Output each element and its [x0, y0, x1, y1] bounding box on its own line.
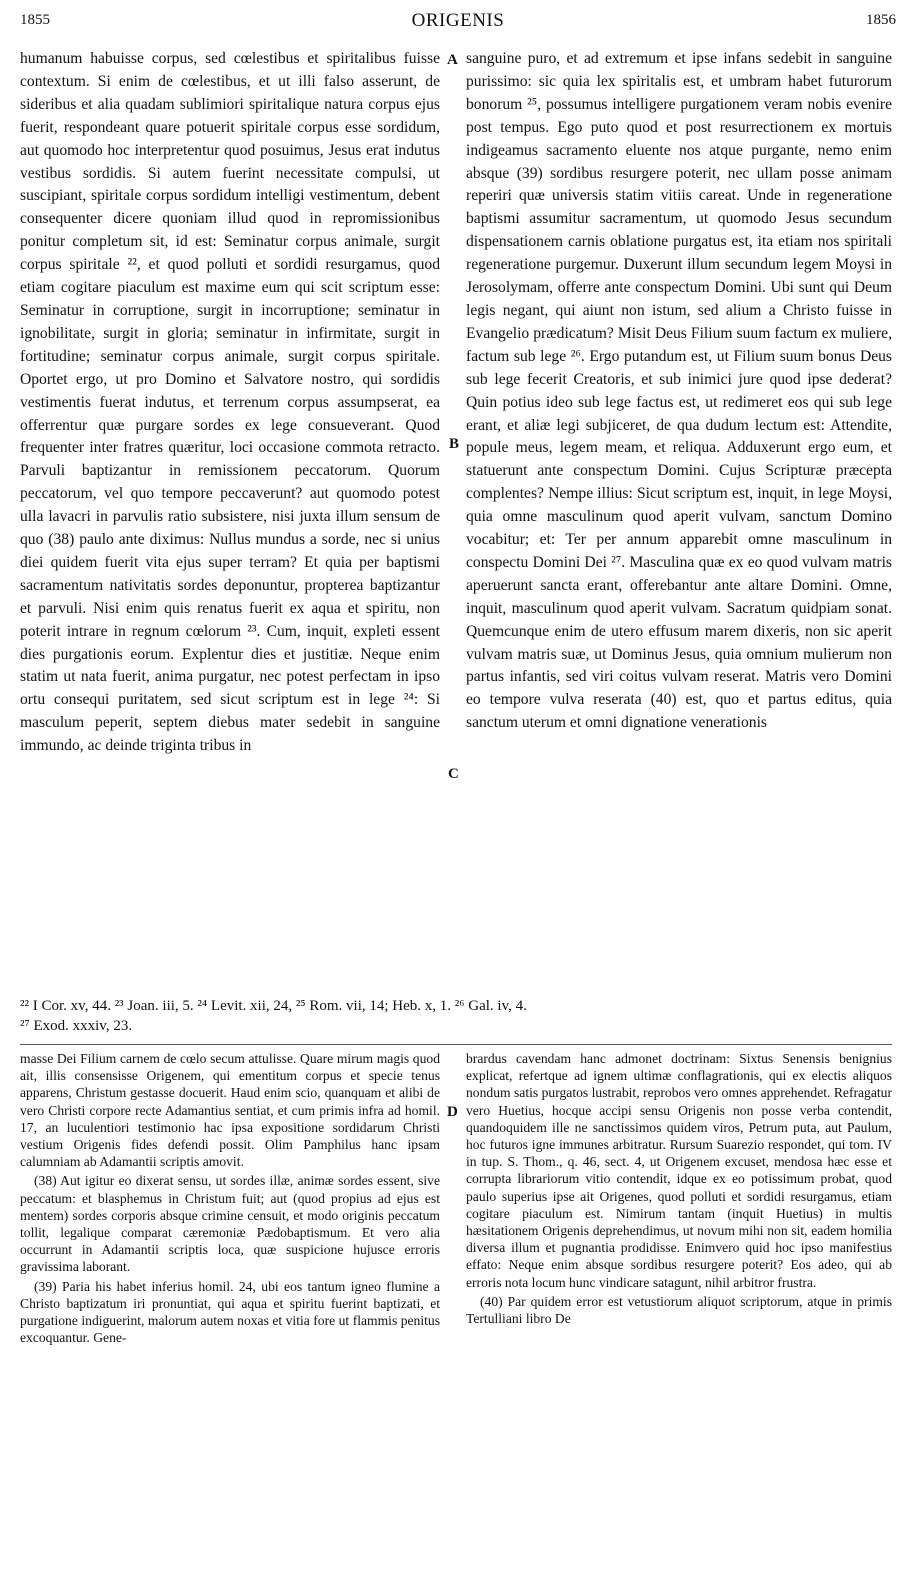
margin-marker-b: B [449, 436, 460, 452]
footnote-line-1: ²² I Cor. xv, 44. ²³ Joan. iii, 5. ²⁴ Levit. xii, 24, ²⁵ Rom. vii, 14; Heb. x, 1. ²⁶ Gal. iv, 4. [20, 998, 527, 1014]
main-text-left-column [20, 48, 440, 988]
note-paragraph: (39) Paria his habet inferius homil. 24, ubi eos tantum igneo flumine a Christo baptizatum iri pronuntiat, qui aqua et spiritu fuerint baptizati, et purgatione indiguerint, malorum autem noxas et vitia fore ut flammis penitus excoquantur. Gene- [20, 1278, 440, 1346]
notes-left-column [20, 1050, 440, 1562]
footnote-divider [20, 1044, 892, 1045]
main-text-right: sanguine puro, et ad extremum et ipse infans sedebit in sanguine purissimo: sic quia lex spiritalis est, et umbram habet futurorum bonorum ²⁵, possumus intelligere purgationem veram nobis evenire post tempus. Ego puto quod et post resurrectionem ex mortuis indigeamus sacramento eluente nos atque purgante, nemo enim absque (39) sordibus resurgere poterit, nec ullam posse animam reperiri quæ universis statim vitiis careat. Unde in regeneratione baptismi assumitur sacramentum, ut quomodo Jesus secundum dispensationem carnis oblatione purgatus est, ita etiam nos spiritali regeneratione purgemur. Duxerunt illum secundum legem Moysi in Jerosolymam, offerre ante conspectum Domini. Ubi sunt qui Deum legis negant, qui aiunt non istum, sed alium a Christo fuisse in Evangelio prædicatum? Misit Deus Filium suum factum ex muliere, factum sub lege ²⁶. Ergo putandum est, ut Filium suum bonus Deus sub lege fecerit Creatoris, et sub inimici jure quod ipse dederat? Quin potius ideo sub lege factus est, ut redimeret eos qui sub lege erant, et aliæ legi subjiceret, de qua dudum lectum est: Attendite, popule meus, legem meam, et reliqua. Adduxerunt ergo eum, et statuerunt ante conspectum Domini. Cujus Scripturæ præcepta complentes? Nempe illius: Sicut scriptum est, inquit, in lege Moysi, quia omne masculinum quod aperit vulvam, sanctum Domino vocabitur; et: Ter per annum apparebit omne masculinum in conspectu Domini Dei ²⁷. Masculina quæ ex eo quod vulvam matris aperuerunt sancta erant, offerebantur ante altare Domini. Omne, inquit, masculinum quod aperit vulvam. Sacratum quidpiam sonat. Quemcunque enim de utero effusum marem dixeris, non sic aperit vulvam matris suæ, ut Dominus Jesus, quia omnium mulierum non partus infantis, sed viri coitus vulvam reserat. Matris vero Domini eo tempore vulva reserata (40) est, quo et partus editus, quia sanctum uterum et omni dignatione venerationis [466, 50, 892, 732]
running-title: ORIGENIS [411, 10, 505, 31]
page-header [20, 10, 896, 36]
scripture-footnotes [20, 996, 892, 1036]
note-paragraph: (40) Par quidem error est vetustiorum aliquot scriptorum, atque in primis Tertulliani libro De [466, 1293, 892, 1327]
margin-marker-a: A [447, 52, 458, 68]
column-number-right: 1856 [866, 12, 896, 28]
note-paragraph: brardus cavendam hanc admonet doctrinam: Sixtus Senensis benignius explicat, refertque ad ignem ultimæ conflagrationis, qui ex electis aliquos nondum satis purgatos lustrabit, reprobos vero omnes apprehendet. Refragatur vero Huetius, hocque accipi sensu Origenis non posse verba contendit, quandoquidem ille ne sanctissimos quidem viros, Petrum puta, aut Paulum, hoc futuros igne immunes arbitratur. Rursum Suarezio respondet, qui tom. IV in tup. S. Thom., q. 46, sect. 4, ut Origenem excuset, mendosa hæc esse et corrupta librariorum vitio contendit, idque ex eo potissimum probat, quod paulo superius ipse ait Origenes, quod polluti et sordidi resurgamus, etiam cogitare piaculum est. Nimirum tantam (inquit Huetius) in multis hæsitationem Origenis deprehendimus, ut novum mihi non sit, eadem homilia diversa illum et pugnantia prodidisse. Enimvero quid hoc ipso manifestius effato: Neque enim absque sordibus resurgere poterit? Eos adeo, qui ab erroris nota locum hunc vindicare satagunt, nihil arbitror frustra. [466, 1051, 892, 1290]
margin-marker-c: C [448, 766, 459, 782]
main-text-right-column [466, 48, 892, 988]
column-number-left: 1855 [20, 12, 50, 28]
margin-marker-d: D [447, 1104, 458, 1120]
note-paragraph: masse Dei Filium carnem de cœlo secum attulisse. Quare mirum magis quod ait, illis consensisse Origenem, qui ementitum corpus et specie tenus apparens, Christum gestasse docuerit. Haud enim scio, quanquam et alibi de vero Christi corpore recte Adamantius sentiat, et cum primis infra ad homil. 17, an luculentiori testimonio hac ipsa expositione sordidarum Christi vestium Origenis fides defendi possit. Olim Pamphilus hanc ipsam calumniam ab Adamantii scriptis amovit. [20, 1051, 440, 1170]
main-text-left: humanum habuisse corpus, sed cœlestibus et spiritalibus fuisse contextum. Si enim de cœlestibus, et ut illi falso asserunt, de sideribus et alia quadam sublimiori spiritalique natura corpus ejus fuerit, respondeant quare potuerit spiritale corpus esse sordidum, aut quomodo hoc interpretentur quod posuimus, Jesus erat indutus vestibus sordidis. Si autem fuerint necessitate compulsi, ut suscipiant, spiritale corpus sordidum intelligi vestimentum, debent consequenter dicere quoniam illud quod in repromissionibus ponitur completum sit, id est: Seminatur corpus animale, surgit corpus spiritale ²², et quod polluti et sordidi resurgamus, quod etiam cogitare piaculum est maxime eum qui scit scriptum esse: Seminatur in corruptione, surgit in incorruptione; seminatur in ignobilitate, surgit in gloria; seminatur in infirmitate, surgit in fortitudine; seminatur corpus animale, surgit corpus spiritale. Oportet ergo, ut pro Domino et Salvatore nostro, qui sordidis vestimentis fuerat indutus, et terrenum corpus assumpserat, ea offerrentur quæ purgare sordes ex lege consueverant. Quod frequenter inter fratres quæritur, loci occasione commota retracto. Parvuli baptizantur in remissionem peccatorum. Quorum peccatorum, vel quo tempore peccaverunt? aut quomodo potest ulla lavacri in parvulis ratio subsistere, nisi juxta illum sensum de quo (38) paulo ante diximus: Nullus mundus a sorde, nec si unius diei quidem fuerit vita ejus super terram? Et quia per baptismi sacramentum nativitatis sordes deponuntur, propterea baptizantur et parvuli. Nisi enim quis renatus fuerit ex aqua et spiritu, non poterit intrare in regnum cœlorum ²³. Cum, inquit, expleti essent dies purgationis eorum. Explentur dies et justitiæ. Neque enim statim ut nata fuerit, anima purgatur, nec potest perfectam in ipso ortu consequi puritatem, sed sicut scriptum est in lege ²⁴: Si masculum peperit, septem diebus mater sedebit in sanguine immundo, ac deinde triginta tribus in [20, 50, 440, 755]
notes-right-column [466, 1050, 892, 1562]
footnote-line-2: ²⁷ Exod. xxxiv, 23. [20, 1018, 133, 1034]
note-paragraph: (38) Aut igitur eo dixerat sensu, ut sordes illæ, animæ sordes essent, sive peccatum: et blasphemus in Christum fuit; aut (quod propius ad ejus est mentem) sordes corporis absque crimine censuit, et modo originis peccatum tollit, legalique comparat cæremoniæ Pædobaptismum. Et vero alia occurrunt in Adamantii scriptis loca, quæ suspicione hujusce erroris gravissima laborant. [20, 1173, 440, 1275]
